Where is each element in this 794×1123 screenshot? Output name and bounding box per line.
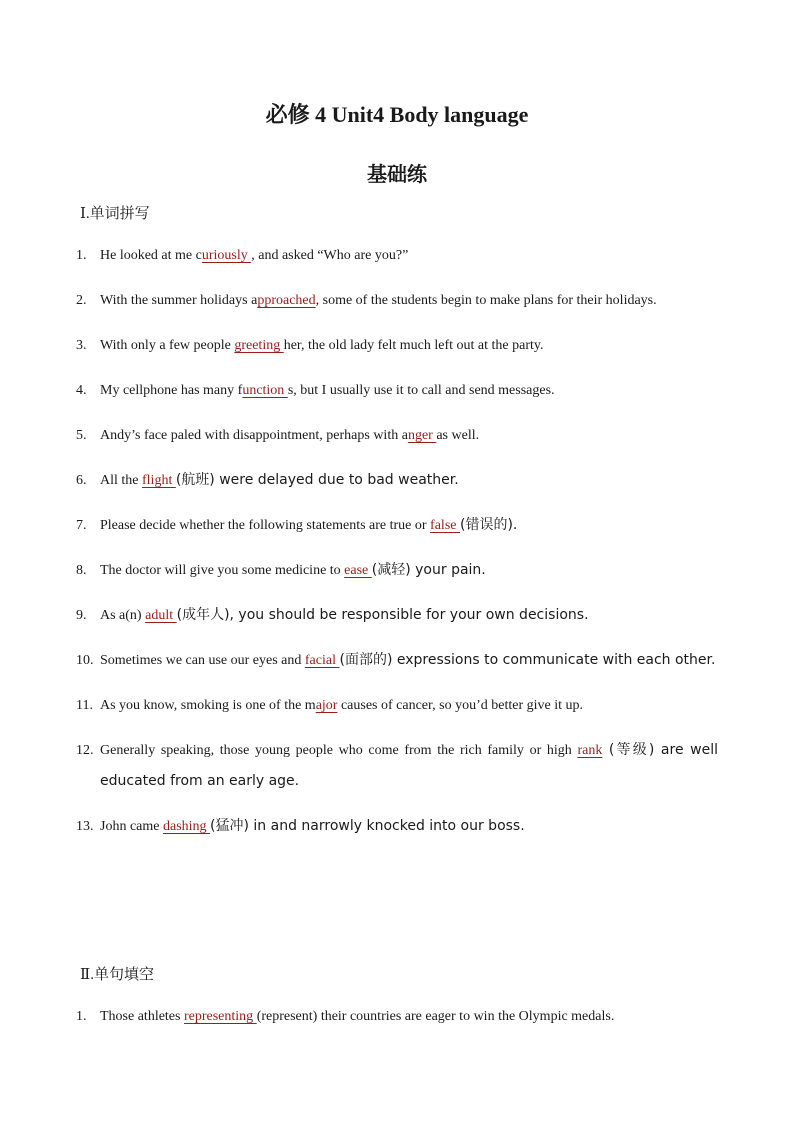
- answer-text: ease: [344, 563, 372, 578]
- list-item: 1. He looked at me curiously , and asked “Who are you?”: [76, 248, 409, 263]
- list-item: 11. As you know, smoking is one of the major causes of cancer, so you’d better give it up.: [76, 698, 583, 713]
- document-title: 必修 4 Unit4 Body language: [265, 102, 529, 127]
- answer-text: rank: [577, 743, 603, 758]
- answer-text: false: [430, 518, 460, 533]
- answer-text: ajor: [315, 698, 338, 713]
- list-item: 13. John came dashing (猛冲) in and narrowly knocked into our boss.: [76, 818, 525, 834]
- answer-text: uriously: [201, 248, 252, 263]
- list-item: 7. Please decide whether the following statements are true or false (错误的).: [76, 517, 518, 533]
- document-subtitle: 基础练: [367, 164, 427, 186]
- answer-text: facial: [304, 653, 340, 668]
- list-item: 4. My cellphone has many function s, but I usually use it to call and send messages.: [76, 383, 555, 398]
- list-item: 1. Those athletes representing (represent) their countries are eager to win the Olympic medals.: [76, 1009, 615, 1024]
- list-item: 5. Andy’s face paled with disappointment, perhaps with anger as well.: [76, 428, 480, 443]
- list-item: 8. The doctor will give you some medicine to ease (减轻) your pain.: [76, 562, 486, 578]
- list-item: 6. All the flight (航班) were delayed due to bad weather.: [76, 472, 459, 488]
- answer-text: nger: [407, 428, 437, 443]
- list-item: 12. Generally speaking, those young people who come from the rich family or high rank (等级) are well educated from an early age.: [76, 742, 719, 789]
- answer-text: unction: [242, 383, 288, 398]
- answer-text: greeting: [234, 338, 284, 353]
- answer-text: adult: [145, 608, 177, 623]
- list-item: 3. With only a few people greeting her, the old lady felt much left out at the party.: [76, 338, 544, 353]
- section-1-heading: Ⅰ.单词拼写: [80, 206, 150, 222]
- section-2-list: [76, 1001, 718, 1032]
- answer-text: dashing: [162, 819, 211, 834]
- section-1-list: [76, 240, 718, 842]
- list-item: 2. With the summer holidays approached, some of the students begin to make plans for their holidays.: [76, 293, 657, 308]
- answer-text: pproached: [257, 293, 316, 308]
- list-item: 10. Sometimes we can use our eyes and facial (面部的) expressions to communicate with each other.: [76, 652, 716, 668]
- section-2-heading: Ⅱ.单句填空: [80, 967, 154, 983]
- answer-text: representing: [183, 1009, 257, 1024]
- list-item: 9. As a(n) adult (成年人), you should be responsible for your own decisions.: [76, 607, 589, 623]
- answer-text: flight: [142, 473, 176, 488]
